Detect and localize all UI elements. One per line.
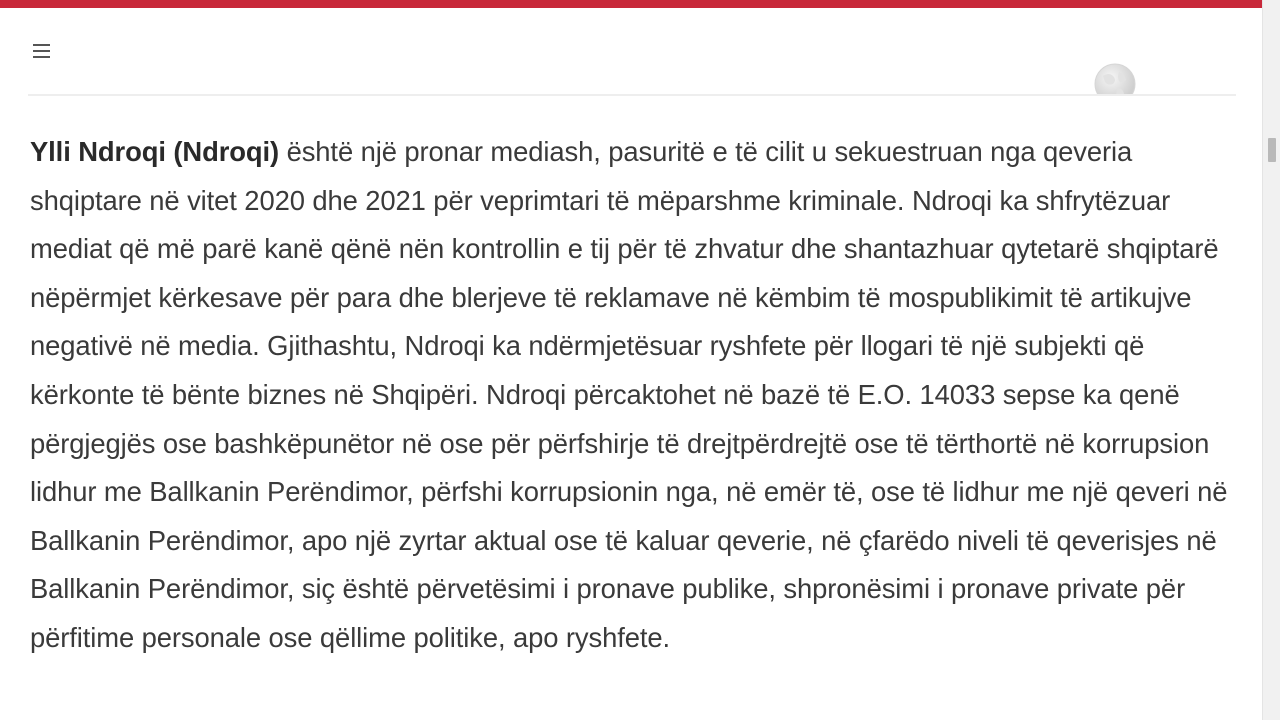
top-accent-bar [0, 0, 1262, 8]
scrollbar-thumb[interactable] [1268, 138, 1276, 162]
article-paragraph [30, 128, 1235, 663]
header-divider [28, 94, 1236, 96]
person-name: Ylli Ndroqi (Ndroqi) [30, 136, 280, 167]
site-header [0, 8, 1262, 96]
article-content [30, 128, 1235, 663]
article-body-text: është një pronar mediash, pasuritë e të cilit u sekuestruan nga qeveria shqiptare në vitet 2020 dhe 2021 për veprimtari të mëparshme kriminale. Ndroqi ka shfrytëzuar mediat që më parë kanë qënë nën kontrollin e tij për të zhvatur dhe shantazhuar qytetarë shqiptarë nëpërmjet kërkesave për para dhe blerjeve të reklamave në këmbim të mospublikimit të artikujve negativë në media. Gjithashtu, Ndroqi ka ndërmjetësuar ryshfete për llogari të një subjekti që kërkonte të bënte biznes në Shqipëri. Ndroqi përcaktohet në bazë të E.O. 14033 sepse ka qenë përgjegjës ose bashkëpunëtor në ose për përfshirje të drejtpërdrejtë ose të tërthortë në korrupsion lidhur me Ballkanin Perëndimor, përfshi korrupsionin nga, në emër të, ose të lidhur me një qeveri në Ballkanin Perëndimor, apo një zyrtar aktual ose të kaluar qeverie, në çfarëdo niveli të qeverisjes në Ballkanin Perëndimor, siç është përvetësimi i pronave publike, shpronësimi i pronave private për përfitime personale ose qëllime politike, apo ryshfete. [30, 136, 1228, 653]
hamburger-menu-icon[interactable] [30, 40, 54, 62]
globe-icon[interactable] [1093, 62, 1137, 96]
vertical-scrollbar[interactable] [1262, 0, 1280, 720]
